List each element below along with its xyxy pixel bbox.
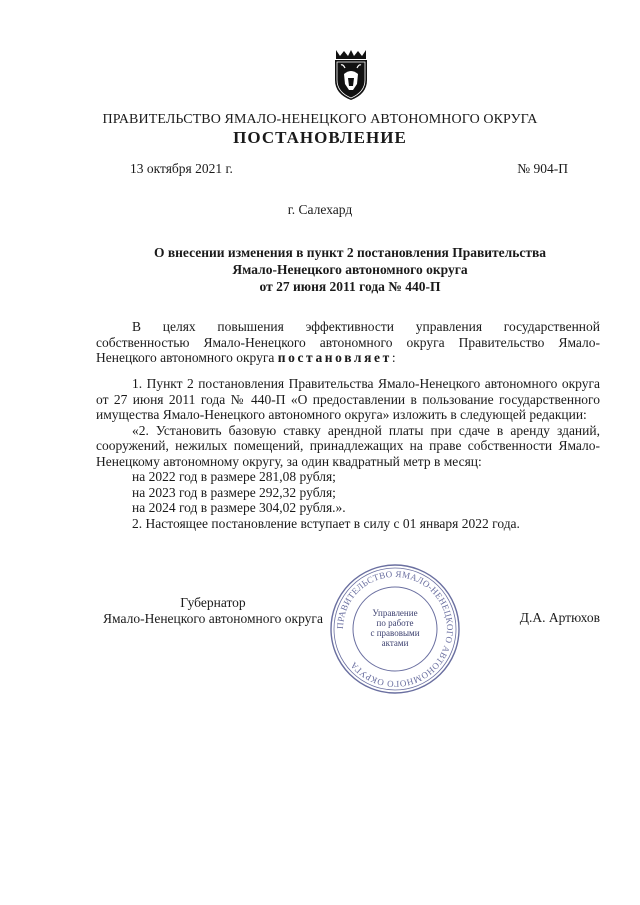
document-date: 13 октября 2021 г.: [130, 161, 233, 176]
decree-items: [96, 376, 600, 531]
item-2: 2. Настоящее постановление вступает в силу с 01 января 2022 года.: [132, 515, 520, 531]
quoted-amendment: «2. Установить базовую ставку арендной платы при сдаче в аренду зданий, сооружений, нежилых помещений, принадлежащих на праве собственности Ямало-Ненецкому автономному округу, за один квадратный метр в месяц:: [96, 422, 600, 469]
official-seal: [328, 562, 462, 696]
preamble: [96, 319, 600, 366]
coat-of-arms-icon: [331, 50, 371, 102]
seal-center-line-1: Управление: [372, 608, 418, 618]
preamble-text: В целях повышения эффективности управления государственной собственностью Ямало-Ненецкого автономного округа Правительство Ямало-Ненецкого автономного округа: [96, 319, 600, 365]
rate-2024: на 2024 год в размере 304,02 рубля.».: [132, 500, 346, 515]
resolves-word: постановляет: [277, 350, 392, 365]
document-number: № 904-П: [517, 161, 568, 176]
rate-2023: на 2023 год в размере 292,32 рубля;: [132, 484, 336, 500]
preamble-paragraph: [96, 319, 600, 366]
signatory-title-line-2: Ямало-Ненецкого автономного округа: [103, 610, 323, 626]
seal-center-line-4: актами: [381, 638, 409, 648]
preamble-colon: :: [391, 350, 396, 365]
seal-center-line-3: с правовыми: [370, 628, 420, 638]
signatory-title-line-1: Губернатор: [180, 595, 246, 610]
rate-2022: на 2022 год в размере 281,08 рубля;: [132, 469, 336, 484]
document-type: ПОСТАНОВЛЕНИЕ: [233, 128, 407, 147]
subject-line-2: Ямало-Ненецкого автономного округа: [232, 262, 468, 277]
document-subject: [100, 244, 600, 295]
signatory-title: [96, 595, 330, 626]
seal-ring-text: ПРАВИТЕЛЬСТВО ЯМАЛО-НЕНЕЦКОГО АВТОНОМНОГО ОКРУГА: [334, 568, 456, 690]
government-name: ПРАВИТЕЛЬСТВО ЯМАЛО-НЕНЕЦКОГО АВТОНОМНОГО ОКРУГА: [102, 112, 538, 127]
document-city: г. Салехард: [287, 202, 353, 217]
signatory-name: Д.А. Артюхов: [519, 610, 600, 625]
subject-line-3: от 27 июня 2011 года № 440-П: [259, 279, 441, 294]
seal-center-line-2: по работе: [376, 618, 414, 628]
subject-line-1: О внесении изменения в пункт 2 постановления Правительства: [153, 245, 547, 260]
item-1: 1. Пункт 2 постановления Правительства Ямало-Ненецкого автономного округа от 27 июня 2011 года № 440-П «О предоставлении в пользование государственного имущества Ямало-Ненецкого автономного округа» изложить в следующей редакции:: [96, 376, 600, 422]
